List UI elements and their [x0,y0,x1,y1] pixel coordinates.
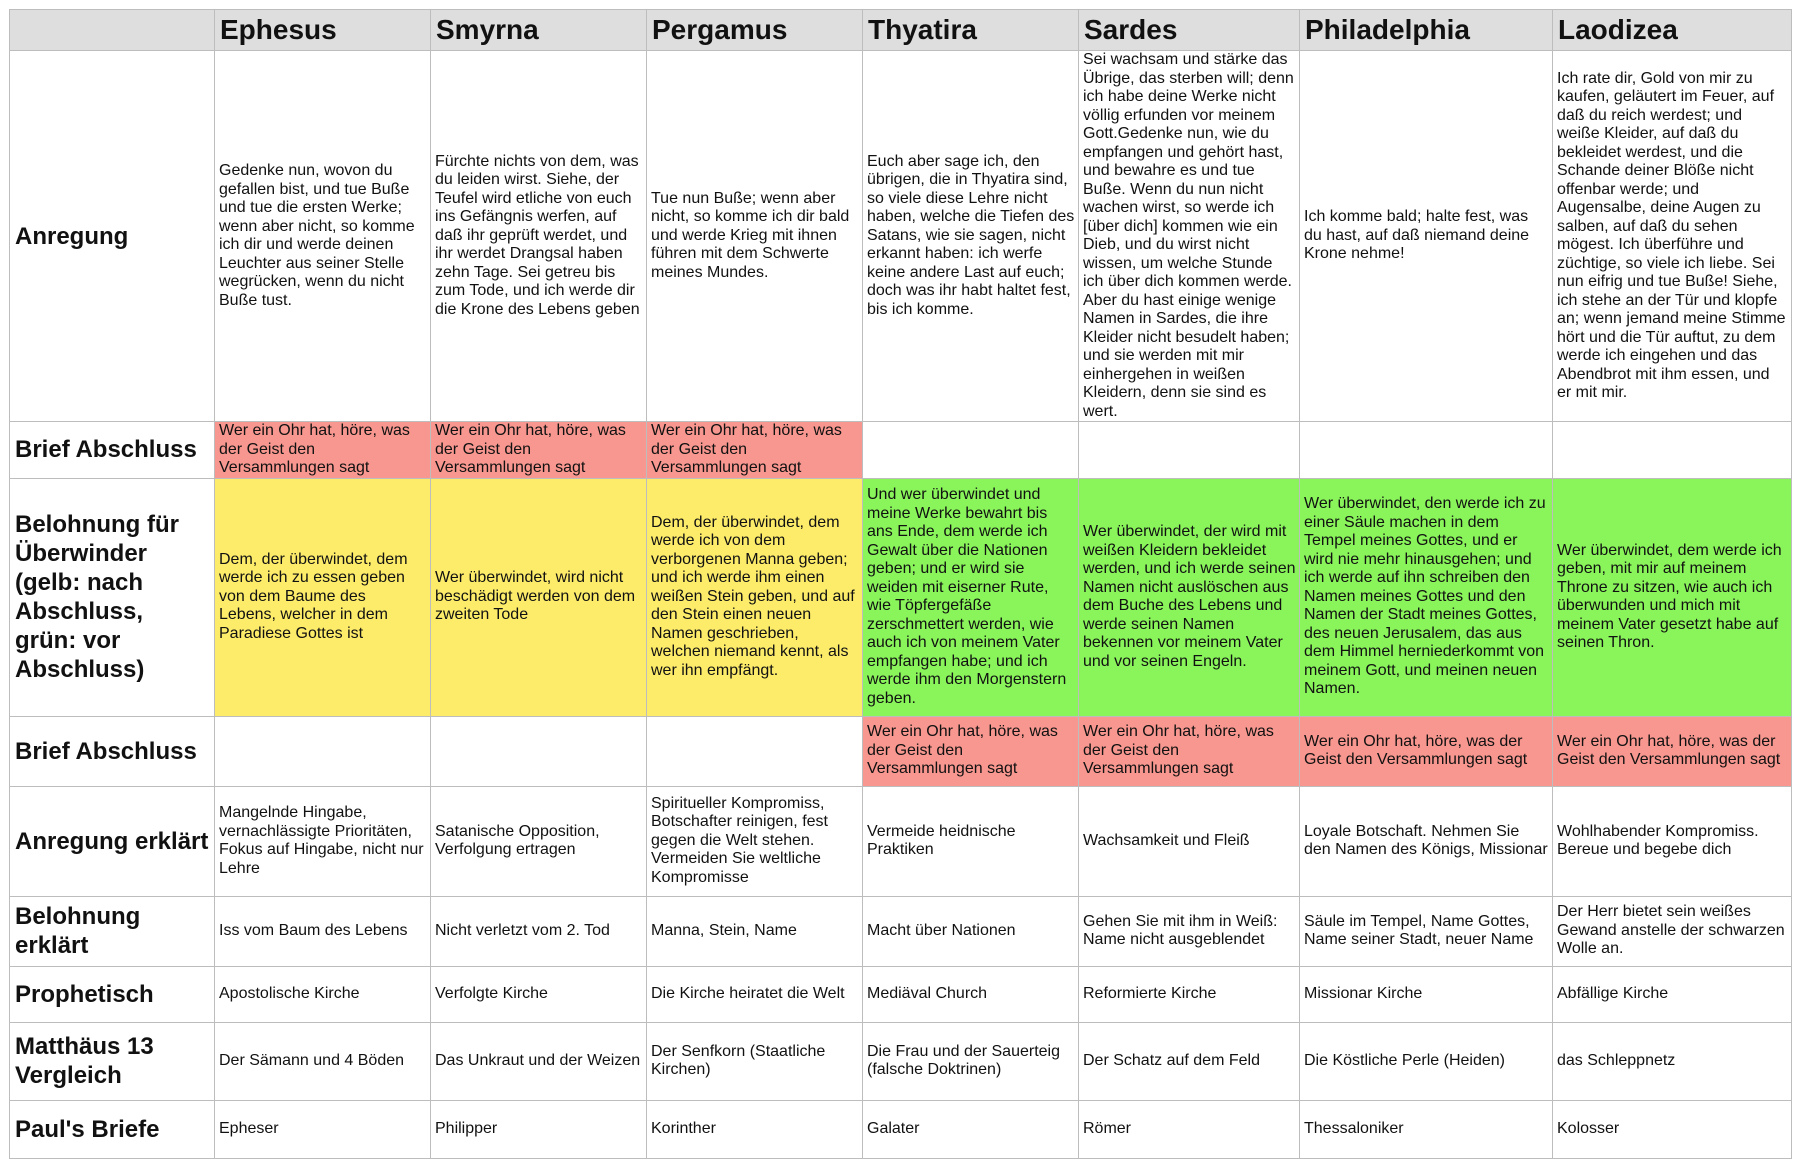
cell-prophetisch-smyrna[interactable]: Verfolgte Kirche [431,966,647,1022]
row-belohnung-erklaert [10,896,1792,966]
cell-bel-erklaert-sardes[interactable]: Gehen Sie mit ihm in Weiß: Name nicht ausgeblendet [1079,896,1300,966]
cell-briefe-thyatira[interactable]: Galater [863,1100,1079,1158]
cell-abschluss2-philadelphia[interactable]: Wer ein Ohr hat, höre, was der Geist den Versammlungen sagt [1300,716,1553,786]
cell-abschluss2-smyrna[interactable] [431,716,647,786]
cell-anregung-ephesus[interactable]: Gedenke nun, wovon du gefallen bist, und tue Buße und tue die ersten Werke; wenn aber nicht, so komme ich dir und werde deinen Leuchter aus seiner Stelle wegrücken, wenn du nicht Buße tust. [215,51,431,422]
column-header-thyatira[interactable]: Thyatira [863,10,1079,51]
cell-matthaeus-ephesus[interactable]: Der Sämann und 4 Böden [215,1022,431,1100]
cell-abschluss2-sardes[interactable]: Wer ein Ohr hat, höre, was der Geist den Versammlungen sagt [1079,716,1300,786]
cell-anregung-laodizea[interactable]: Ich rate dir, Gold von mir zu kaufen, geläutert im Feuer, auf daß du reich werdest; und weiße Kleider, auf daß du bekleidet werdest, und die Schande deiner Blöße nicht offenbar werde; und Augensalbe, deine Augen zu salben, auf daß du sehen mögest. Ich überführe und züchtige, so viele ich liebe. Sei nun eifrig und tue Buße! Siehe, ich stehe an der Tür und klopfe an; wenn jemand meine Stimme hört und die Tür auftut, zu dem werde ich eingehen und das Abendbrot mit ihm essen, und er mit mir. [1553,51,1792,422]
cell-abschluss-pergamus[interactable]: Wer ein Ohr hat, höre, was der Geist den Versammlungen sagt [647,422,863,479]
cell-anregung-thyatira[interactable]: Euch aber sage ich, den übrigen, die in Thyatira sind, so viele diese Lehre nicht haben, welche die Tiefen des Satans, wie sie sagen, nicht erkannt haben: ich werfe keine andere Last auf euch; doch was ihr habt haltet fest, bis ich komme. [863,51,1079,422]
cell-abschluss2-ephesus[interactable] [215,716,431,786]
column-header-laodizea[interactable]: Laodizea [1553,10,1792,51]
cell-anregung-philadelphia[interactable]: Ich komme bald; halte fest, was du hast, auf daß niemand deine Krone nehme! [1300,51,1553,422]
cell-prophetisch-sardes[interactable]: Reformierte Kirche [1079,966,1300,1022]
row-label-prophetisch[interactable]: Prophetisch [10,966,215,1022]
row-belohnung [10,478,1792,716]
cell-abschluss-philadelphia[interactable] [1300,422,1553,479]
header-row [10,10,1792,51]
row-label-brief-abschluss[interactable]: Brief Abschluss [10,716,215,786]
cell-briefe-pergamus[interactable]: Korinther [647,1100,863,1158]
cell-briefe-smyrna[interactable]: Philipper [431,1100,647,1158]
cell-erklaert-laodizea[interactable]: Wohlhabender Kompromiss. Bereue und begebe dich [1553,786,1792,896]
column-header-smyrna[interactable]: Smyrna [431,10,647,51]
cell-bel-erklaert-ephesus[interactable]: Iss vom Baum des Lebens [215,896,431,966]
cell-matthaeus-laodizea[interactable]: das Schleppnetz [1553,1022,1792,1100]
cell-briefe-ephesus[interactable]: Epheser [215,1100,431,1158]
row-prophetisch [10,966,1792,1022]
cell-matthaeus-sardes[interactable]: Der Schatz auf dem Feld [1079,1022,1300,1100]
cell-briefe-laodizea[interactable]: Kolosser [1553,1100,1792,1158]
cell-belohnung-smyrna[interactable]: Wer überwindet, wird nicht beschädigt werden von dem zweiten Tode [431,478,647,716]
cell-matthaeus-smyrna[interactable]: Das Unkraut und der Weizen [431,1022,647,1100]
cell-bel-erklaert-thyatira[interactable]: Macht über Nationen [863,896,1079,966]
row-label-anregung[interactable]: Anregung [10,51,215,422]
column-header-pergamus[interactable]: Pergamus [647,10,863,51]
cell-abschluss2-pergamus[interactable] [647,716,863,786]
row-brief-abschluss-2 [10,716,1792,786]
cell-abschluss2-laodizea[interactable]: Wer ein Ohr hat, höre, was der Geist den Versammlungen sagt [1553,716,1792,786]
cell-prophetisch-philadelphia[interactable]: Missionar Kirche [1300,966,1553,1022]
cell-matthaeus-philadelphia[interactable]: Die Köstliche Perle (Heiden) [1300,1022,1553,1100]
cell-belohnung-laodizea[interactable]: Wer überwindet, dem werde ich geben, mit mir auf meinem Throne zu sitzen, wie auch ich überwunden und mich mit meinem Vater gesetzt habe auf seinen Thron. [1553,478,1792,716]
row-matthaeus [10,1022,1792,1100]
cell-erklaert-ephesus[interactable]: Mangelnde Hingabe, vernachlässigte Prioritäten, Fokus auf Hingabe, nicht nur Lehre [215,786,431,896]
cell-belohnung-ephesus[interactable]: Dem, der überwindet, dem werde ich zu essen geben von dem Baume des Lebens, welcher in dem Paradiese Gottes ist [215,478,431,716]
cell-abschluss-smyrna[interactable]: Wer ein Ohr hat, höre, was der Geist den Versammlungen sagt [431,422,647,479]
cell-bel-erklaert-smyrna[interactable]: Nicht verletzt vom 2. Tod [431,896,647,966]
cell-prophetisch-laodizea[interactable]: Abfällige Kirche [1553,966,1792,1022]
cell-matthaeus-pergamus[interactable]: Der Senfkorn (Staatliche Kirchen) [647,1022,863,1100]
row-label-anregung-erklaert[interactable]: Anregung erklärt [10,786,215,896]
cell-matthaeus-thyatira[interactable]: Die Frau und der Sauerteig (falsche Doktrinen) [863,1022,1079,1100]
corner-cell[interactable] [10,10,215,51]
cell-erklaert-thyatira[interactable]: Vermeide heidnische Praktiken [863,786,1079,896]
cell-erklaert-philadelphia[interactable]: Loyale Botschaft. Nehmen Sie den Namen des Königs, Missionar [1300,786,1553,896]
row-label-belohnung-erklaert[interactable]: Belohnung erklärt [10,896,215,966]
cell-erklaert-smyrna[interactable]: Satanische Opposition, Verfolgung ertragen [431,786,647,896]
cell-erklaert-pergamus[interactable]: Spiritueller Kompromiss, Botschafter reinigen, fest gegen die Welt stehen. Vermeiden Sie weltliche Kompromisse [647,786,863,896]
row-label-brief-abschluss[interactable]: Brief Abschluss [10,422,215,479]
cell-abschluss2-thyatira[interactable]: Wer ein Ohr hat, höre, was der Geist den Versammlungen sagt [863,716,1079,786]
cell-abschluss-ephesus[interactable]: Wer ein Ohr hat, höre, was der Geist den Versammlungen sagt [215,422,431,479]
cell-anregung-sardes[interactable]: Sei wachsam und stärke das Übrige, das sterben will; denn ich habe deine Werke nicht völlig erfunden vor meinem Gott.Gedenke nun, wie du empfangen und gehört hast, und bewahre es und tue Buße. Wenn du nun nicht wachen wirst, so werde ich [über dich] kommen wie ein Dieb, und du wirst nicht wissen, um welche Stunde ich über dich kommen werde. Aber du hast einige wenige Namen in Sardes, die ihre Kleider nicht besudelt haben; und sie werden mit mir einhergehen in weißen Kleidern, denn sie sind es wert. [1079,51,1300,422]
column-header-sardes[interactable]: Sardes [1079,10,1300,51]
cell-abschluss-laodizea[interactable] [1553,422,1792,479]
cell-anregung-smyrna[interactable]: Fürchte nichts von dem, was du leiden wirst. Siehe, der Teufel wird etliche von euch ins Gefängnis werfen, auf daß ihr geprüft werdet, und ihr werdet Drangsal haben zehn Tage. Sei getreu bis zum Tode, und ich werde dir die Krone des Lebens geben [431,51,647,422]
cell-bel-erklaert-laodizea[interactable]: Der Herr bietet sein weißes Gewand anstelle der schwarzen Wolle an. [1553,896,1792,966]
row-brief-abschluss-1 [10,422,1792,479]
row-anregung-erklaert [10,786,1792,896]
row-anregung [10,51,1792,422]
row-pauls-briefe [10,1100,1792,1158]
cell-abschluss-thyatira[interactable] [863,422,1079,479]
column-header-ephesus[interactable]: Ephesus [215,10,431,51]
row-label-pauls-briefe[interactable]: Paul's Briefe [10,1100,215,1158]
comparison-table [9,9,1792,1159]
cell-erklaert-sardes[interactable]: Wachsamkeit und Fleiß [1079,786,1300,896]
cell-belohnung-pergamus[interactable]: Dem, der überwindet, dem werde ich von dem verborgenen Manna geben; und ich werde ihm einen weißen Stein geben, und auf den Stein einen neuen Namen geschrieben, welchen niemand kennt, als wer ihn empfängt. [647,478,863,716]
cell-briefe-sardes[interactable]: Römer [1079,1100,1300,1158]
row-label-belohnung[interactable]: Belohnung für Überwinder (gelb: nach Abschluss, grün: vor Abschluss) [10,478,215,716]
cell-bel-erklaert-philadelphia[interactable]: Säule im Tempel, Name Gottes, Name seiner Stadt, neuer Name [1300,896,1553,966]
cell-briefe-philadelphia[interactable]: Thessaloniker [1300,1100,1553,1158]
column-header-philadelphia[interactable]: Philadelphia [1300,10,1553,51]
cell-prophetisch-ephesus[interactable]: Apostolische Kirche [215,966,431,1022]
row-label-matthaeus[interactable]: Matthäus 13 Vergleich [10,1022,215,1100]
cell-abschluss-sardes[interactable] [1079,422,1300,479]
cell-prophetisch-pergamus[interactable]: Die Kirche heiratet die Welt [647,966,863,1022]
cell-bel-erklaert-pergamus[interactable]: Manna, Stein, Name [647,896,863,966]
cell-belohnung-philadelphia[interactable]: Wer überwindet, den werde ich zu einer Säule machen in dem Tempel meines Gottes, und er wird nie mehr hinausgehen; und ich werde auf ihn schreiben den Namen meines Gottes und den Namen der Stadt meines Gottes, des neuen Jerusalem, das aus dem Himmel herniederkommt von meinem Gott, und meinen neuen Namen. [1300,478,1553,716]
cell-prophetisch-thyatira[interactable]: Mediäval Church [863,966,1079,1022]
cell-belohnung-thyatira[interactable]: Und wer überwindet und meine Werke bewahrt bis ans Ende, dem werde ich Gewalt über die Nationen geben; und er wird sie weiden mit eiserner Rute, wie Töpfergefäße zerschmettert werden, wie auch ich von meinem Vater empfangen habe; und ich werde ihm den Morgenstern geben. [863,478,1079,716]
cell-anregung-pergamus[interactable]: Tue nun Buße; wenn aber nicht, so komme ich dir bald und werde Krieg mit ihnen führen mit dem Schwerte meines Mundes. [647,51,863,422]
cell-belohnung-sardes[interactable]: Wer überwindet, der wird mit weißen Kleidern bekleidet werden, und ich werde seinen Namen nicht auslöschen aus dem Buche des Lebens und werde seinen Namen bekennen vor meinem Vater und vor seinen Engeln. [1079,478,1300,716]
